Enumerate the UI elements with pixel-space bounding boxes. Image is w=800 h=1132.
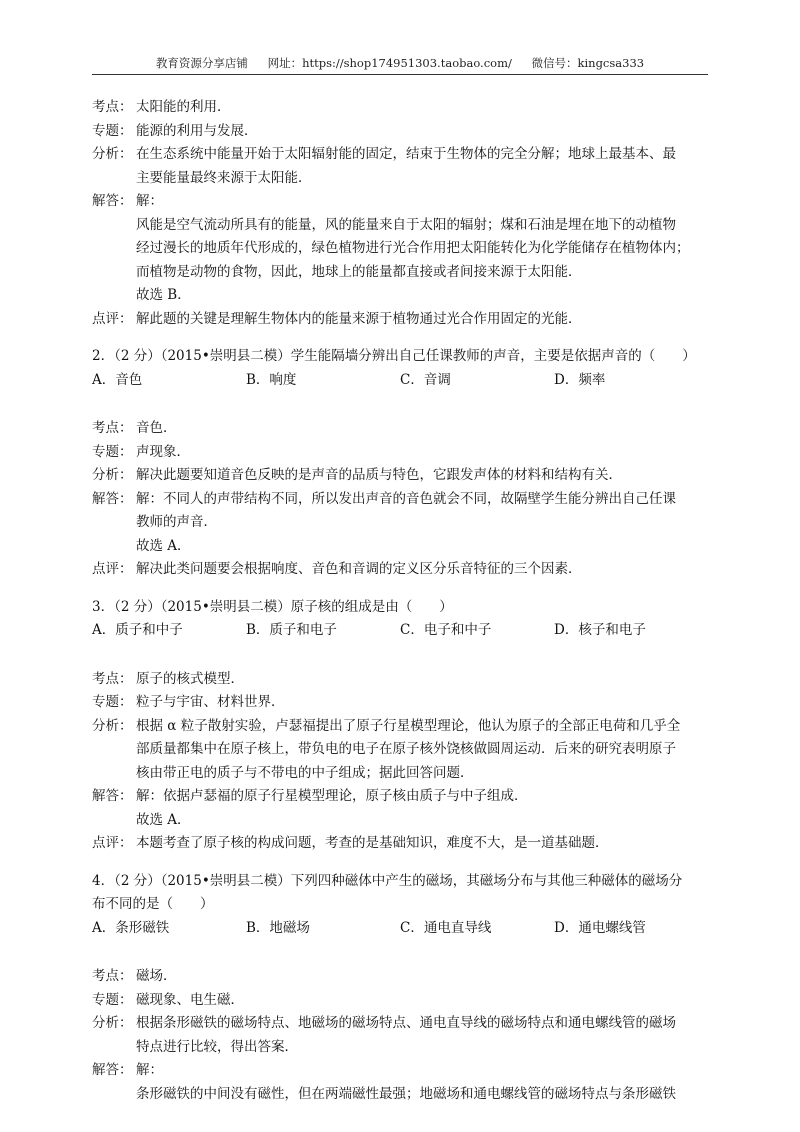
q2-jieda-line3: 故选 A． bbox=[136, 537, 191, 554]
q1-zhuanti: 专题： 能源的利用与发展． bbox=[92, 122, 258, 139]
q4-option-c: C．通电直导线 bbox=[400, 919, 492, 936]
document-body bbox=[92, 96, 708, 1106]
q3-kaodian: 考点： 原子的核式模型． bbox=[92, 670, 244, 687]
q2-option-d: D．频率 bbox=[554, 371, 606, 388]
q2-option-c: C．音调 bbox=[400, 371, 451, 388]
shop-url[interactable]: 网址：https://shop174951303.taobao.com/ bbox=[267, 56, 512, 70]
q1-fenxi-cont: 主要能量最终来源于太阳能． bbox=[136, 169, 312, 186]
q2-jieda-line2: 教师的声音． bbox=[136, 514, 217, 530]
page-header bbox=[92, 55, 708, 71]
q3-jieda-line2: 故选 A． bbox=[136, 811, 191, 828]
q2-jieda: 解答： 解：不同人的声带结构不同，所以发出声音的音色就会不同，故隔壁学生能分辨出自己任课 bbox=[92, 490, 676, 507]
q4-stem: 4．（2 分）（2015•崇明县二模）下列四种磁体中产生的磁场，其磁场分布与其他三种磁体的磁场分 bbox=[92, 872, 683, 889]
q4-jieda: 解答： 解： bbox=[92, 1062, 163, 1078]
q4-options bbox=[92, 917, 708, 941]
q4-stem-cont: 布不同的是（ ） bbox=[92, 896, 214, 912]
q4-option-b: B．地磁场 bbox=[246, 919, 310, 936]
q3-options bbox=[92, 619, 708, 643]
q2-dianping: 点评： 解决此类问题要会根据响度、音色和音调的定义区分乐音特征的三个因素． bbox=[92, 561, 582, 577]
q2-option-a: A．音色 bbox=[92, 371, 143, 388]
q4-fenxi-line2: 特点进行比较，得出答案． bbox=[136, 1038, 298, 1055]
q3-option-d: D．核子和电子 bbox=[554, 622, 646, 638]
q1-kaodian: 考点： 太阳能的利用． bbox=[92, 99, 231, 115]
q2-kaodian: 考点： 音色． bbox=[92, 420, 177, 436]
q4-kaodian: 考点： 磁场． bbox=[92, 968, 177, 984]
q4-fenxi: 分析： 根据条形磁铁的磁场特点、地磁场的磁场特点、通电直导线的磁场特点和通电螺线管的磁场 bbox=[92, 1015, 676, 1031]
q1-fenxi: 分析： 在生态系统中能量开始于太阳辐射能的固定，结束于生物体的完全分解；地球上最基本、最 bbox=[92, 146, 676, 162]
q2-stem: 2．（2 分）（2015•崇明县二模）学生能隔墙分辨出自己任课教师的声音，主要是依据声音的（ ） bbox=[92, 348, 696, 364]
q3-dianping: 点评： 本题考查了原子核的构成问题，考查的是基础知识，难度不大，是一道基础题． bbox=[92, 835, 609, 851]
q3-option-a: A．质子和中子 bbox=[92, 622, 183, 638]
q1-jieda-line2: 经过漫长的地质年代形成的，绿色植物进行光合作用把太阳能转化为化学能储存在植物体内； bbox=[136, 240, 690, 256]
wechat-id: 微信号：kingcsa333 bbox=[531, 56, 645, 70]
q2-zhuanti: 专题： 声现象． bbox=[92, 443, 190, 460]
header-divider bbox=[92, 74, 708, 75]
shop-name: 教育资源分享店铺 bbox=[155, 56, 248, 70]
q2-options bbox=[92, 369, 708, 393]
q1-dianping: 点评： 解此题的关键是理解生物体内的能量来源于植物通过光合作用固定的光能． bbox=[92, 310, 582, 327]
q2-fenxi: 分析： 解决此题要知道音色反映的是声音的品质与特色，它跟发声体的材料和结构有关． bbox=[92, 467, 622, 483]
q1-jieda-line1: 风能是空气流动所具有的能量，风的能量来自于太阳的辐射；煤和石油是埋在地下的动植物 bbox=[136, 216, 676, 233]
q3-fenxi-line2: 部质量都集中在原子核上，带负电的电子在原子核外饶核做圆周运动．后来的研究表明原子 bbox=[136, 741, 676, 757]
q4-zhuanti: 专题： 磁现象、电生磁． bbox=[92, 991, 244, 1008]
q3-option-b: B．质子和电子 bbox=[246, 622, 337, 638]
q1-jieda-line4: 故选 B． bbox=[136, 287, 191, 303]
q3-jieda: 解答： 解：依据卢瑟福的原子行星模型理论，原子核由质子与中子组成． bbox=[92, 788, 528, 804]
q3-fenxi: 分析： 根据 α 粒子散射实验，卢瑟福提出了原子行星模型理论，他认为原子的全部正电荷和几乎全 bbox=[92, 717, 681, 734]
q3-fenxi-line3: 核由带正电的质子与不带电的中子组成；据此回答问题． bbox=[136, 764, 474, 781]
q3-option-c: C．电子和中子 bbox=[400, 622, 492, 638]
q1-jieda-line3: 而植物是动物的食物，因此，地球上的能量都直接或者间接来源于太阳能． bbox=[136, 263, 582, 280]
q2-option-b: B．响度 bbox=[246, 371, 297, 388]
q3-stem: 3．（2 分）（2015•崇明县二模）原子核的组成是由（ ） bbox=[92, 598, 453, 615]
q3-zhuanti: 专题： 粒子与宇宙、材料世界． bbox=[92, 694, 285, 710]
q4-option-d: D．通电螺线管 bbox=[554, 919, 646, 936]
q4-jieda-line1: 条形磁铁的中间没有磁性，但在两端磁性最强；地磁场和通电螺线管的磁场特点与条形磁铁 bbox=[136, 1085, 676, 1102]
q4-option-a: A．条形磁铁 bbox=[92, 919, 170, 936]
q1-jieda: 解答： 解： bbox=[92, 193, 163, 209]
